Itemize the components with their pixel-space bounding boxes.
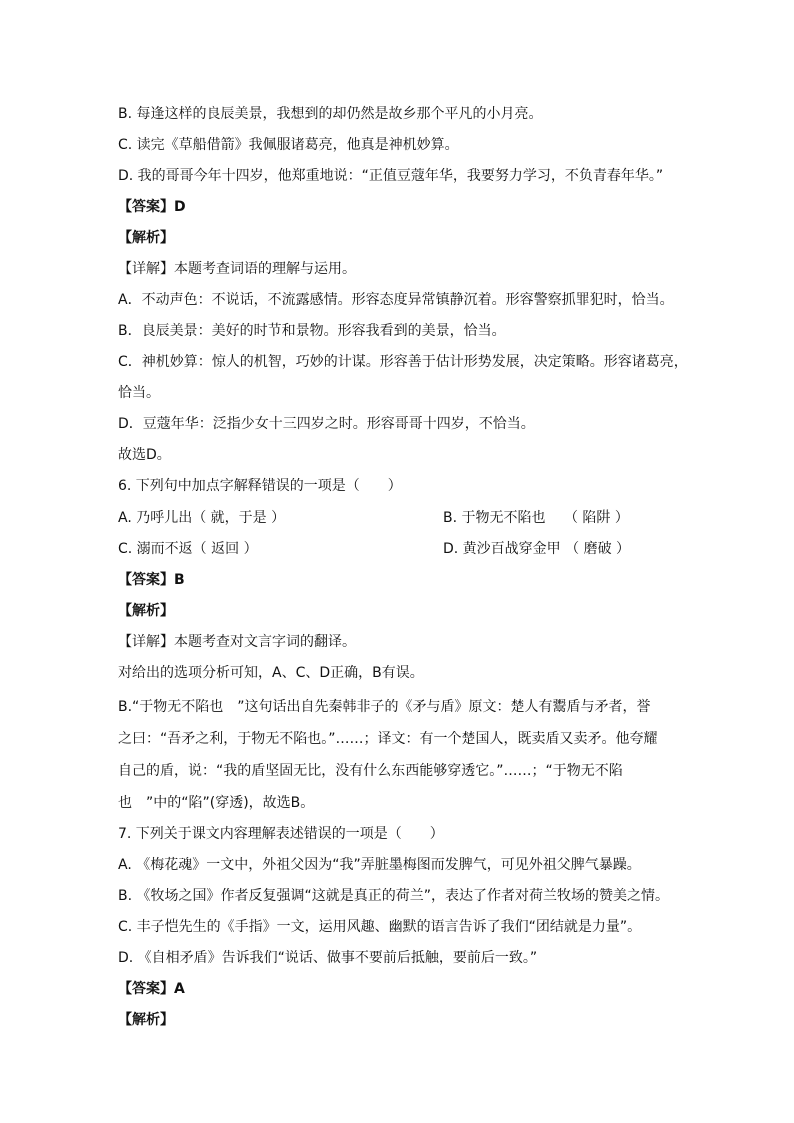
q6-option-a: A. 乃呼儿出（ 就，于是 ） [118,510,286,526]
answer-label: 【答案】B [118,572,185,588]
option-b-line: B. 每逢这样的良辰美景，我想到的却仍然是故乡那个平凡的小月亮。 [118,106,543,122]
q7-option-a: A. 《梅花魂》一文中，外祖父因为“我”弄脏墨梅图而发脾气，可见外祖父脾气暴躁。 [118,857,641,873]
explain-a: A．不动声色：不说话，不流露感情。形容态度异常镇静沉着。形容警察抓罪犯时，恰当。 [118,292,674,308]
q6-option-c: C. 溺而不返（ 返回 ） [118,541,258,557]
answer-label: 【答案】D [118,199,186,215]
explain-c: C．神机妙算：惊人的机智，巧妙的计谋。形容善于估计形势发展，决定策略。形容诸葛亮， [118,354,688,370]
q7-option-d: D. 《自相矛盾》告诉我们“说话、做事不要前后抵触，要前后一致。” [118,950,538,966]
answer-label: 【答案】A [118,981,185,997]
option-d-line: D. 我的哥哥今年十四岁，他郑重地说：“正值豆蔻年华，我要努力学习，不负青春年华。” [118,168,664,184]
analysis-label: 【解析】 [118,1012,174,1028]
q7-option-c: C. 丰子恺先生的《手指》一文，运用风趣、幽默的语言告诉了我们“团结就是力量”。 [118,919,642,935]
q7-option-b: B. 《牧场之国》作者反复强调“这就是真正的荷兰”，表达了作者对荷兰牧场的赞美之情。 [118,888,670,904]
analysis-b-line-3: 自己的盾，说：“我的盾坚固无比，没有什么东西能够穿透它。”……；“于物无不陷 [118,763,623,779]
option-c-line: C. 读完《草船借箭》我佩服诸葛亮，他真是神机妙算。 [118,137,459,153]
q6-option-b: B. 于物无不陷也 （ 陷阱 ） [443,510,629,526]
q6-option-d: D. 黄沙百战穿金甲 （ 磨破 ） [443,541,631,557]
explain-d: D．豆蔻年华：泛指少女十三四岁之时。形容哥哥十四岁，不恰当。 [118,416,535,432]
analysis-b-line-1: B.“于物无不陷也 ”这句话出自先秦韩非子的《矛与盾》原文：楚人有鬻盾与矛者，誉 [118,699,651,715]
analysis-b-line-4: 也 ”中的“陷”(穿透)，故选B。 [118,795,315,811]
explain-c-cont: 恰当。 [118,385,160,401]
analysis-b-line-2: 之曰：“吾矛之利，于物无不陷也。”……；译文：有一个楚国人，既卖盾又卖矛。他夸耀 [118,731,658,747]
question-7: 7. 下列关于课文内容理解表述错误的一项是（ ） [118,826,444,842]
analysis-line: 对给出的选项分析可知，A、C、D正确，B有误。 [118,665,424,681]
choose-line: 故选D。 [118,447,171,463]
explain-b: B．良辰美景：美好的时节和景物。形容我看到的美景，恰当。 [118,323,506,339]
analysis-label: 【解析】 [118,230,174,246]
analysis-label: 【解析】 [118,603,174,619]
detail-line: 【详解】本题考查词语的理解与运用。 [118,261,356,277]
detail-line: 【详解】本题考查对文言字词的翻译。 [118,634,356,650]
question-6: 6. 下列句中加点字解释错误的一项是（ ） [118,478,402,494]
